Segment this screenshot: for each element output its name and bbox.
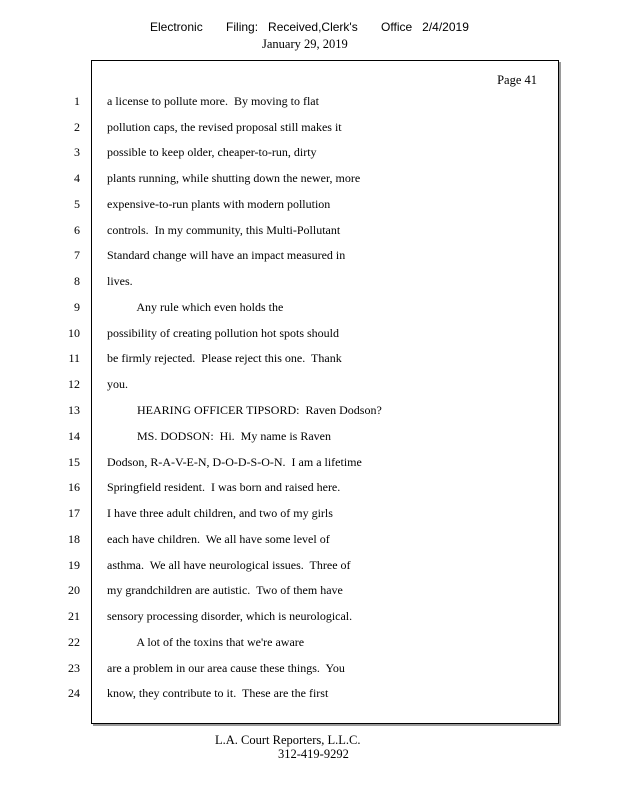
line-number: 6 xyxy=(74,223,80,237)
transcript-line xyxy=(0,556,618,574)
transcript-line xyxy=(0,221,618,239)
line-number: 23 xyxy=(68,661,80,675)
line-number: 17 xyxy=(68,506,80,520)
line-number: 15 xyxy=(68,455,80,469)
line-number: 10 xyxy=(68,326,80,340)
transcript-line xyxy=(0,92,618,110)
transcript-date: January 29, 2019 xyxy=(262,37,348,51)
line-text: lives. xyxy=(107,274,133,288)
line-text: a license to pollute more. By moving to flat xyxy=(107,94,319,108)
line-text: Springfield resident. I was born and raised here. xyxy=(107,480,341,494)
line-text: A lot of the toxins that we're aware xyxy=(107,635,305,649)
line-number: 1 xyxy=(74,94,80,108)
line-number: 5 xyxy=(74,197,80,211)
transcript-line xyxy=(0,453,618,471)
line-text: Standard change will have an impact measured in xyxy=(107,248,346,262)
line-text: are a problem in our area cause these things. You xyxy=(107,661,345,675)
line-text: Any rule which even holds the xyxy=(107,300,284,314)
transcript-line xyxy=(0,504,618,522)
transcript-line xyxy=(0,324,618,342)
transcript-line xyxy=(0,659,618,677)
transcript-line xyxy=(0,118,618,136)
transcript-line xyxy=(0,684,618,702)
line-number: 4 xyxy=(74,171,80,185)
line-text: plants running, while shutting down the newer, more xyxy=(107,171,361,185)
transcript-line xyxy=(0,169,618,187)
line-number: 12 xyxy=(68,377,80,391)
line-number: 13 xyxy=(68,403,80,417)
transcript-line xyxy=(0,401,618,419)
line-number: 16 xyxy=(68,480,80,494)
line-number: 21 xyxy=(68,609,80,623)
transcript-line xyxy=(0,195,618,213)
transcript-line xyxy=(0,427,618,445)
transcript-line xyxy=(0,478,618,496)
line-number: 11 xyxy=(68,351,80,365)
transcript-line xyxy=(0,272,618,290)
line-text: you. xyxy=(107,377,128,391)
court-reporter-phone: 312-419-9292 xyxy=(278,747,349,761)
line-text: asthma. We all have neurological issues. Three of xyxy=(107,558,351,572)
line-text: HEARING OFFICER TIPSORD: Raven Dodson? xyxy=(107,403,382,417)
line-number: 8 xyxy=(74,274,80,288)
line-text: know, they contribute to it. These are the first xyxy=(107,686,329,700)
line-text: expensive-to-run plants with modern pollution xyxy=(107,197,331,211)
line-number: 9 xyxy=(74,300,80,314)
court-reporter-name: L.A. Court Reporters, L.L.C. xyxy=(215,733,361,747)
line-text: MS. DODSON: Hi. My name is Raven xyxy=(107,429,331,443)
line-number: 3 xyxy=(74,145,80,159)
transcript-line xyxy=(0,375,618,393)
transcript-line xyxy=(0,607,618,625)
line-text: possibility of creating pollution hot spots should xyxy=(107,326,339,340)
transcript-line xyxy=(0,581,618,599)
transcript-line xyxy=(0,530,618,548)
page-number: Page 41 xyxy=(497,73,537,87)
line-number: 22 xyxy=(68,635,80,649)
line-number: 14 xyxy=(68,429,80,443)
line-text: Dodson, R-A-V-E-N, D-O-D-S-O-N. I am a lifetime xyxy=(107,455,362,469)
electronic-filing-stamp: Electronic Filing: Received,Clerk's Office 2/4/2019 xyxy=(150,20,469,34)
transcript-line xyxy=(0,349,618,367)
line-number: 24 xyxy=(68,686,80,700)
line-number: 7 xyxy=(74,248,80,262)
transcript-line xyxy=(0,143,618,161)
line-text: be firmly rejected. Please reject this one. Thank xyxy=(107,351,342,365)
line-text: my grandchildren are autistic. Two of them have xyxy=(107,583,343,597)
line-text: sensory processing disorder, which is neurological. xyxy=(107,609,353,623)
line-text: possible to keep older, cheaper-to-run, dirty xyxy=(107,145,317,159)
line-text: I have three adult children, and two of my girls xyxy=(107,506,333,520)
transcript-line xyxy=(0,298,618,316)
transcript-line xyxy=(0,633,618,651)
line-text: each have children. We all have some level of xyxy=(107,532,330,546)
line-number: 18 xyxy=(68,532,80,546)
line-text: controls. In my community, this Multi-Pollutant xyxy=(107,223,341,237)
line-number: 19 xyxy=(68,558,80,572)
transcript-line xyxy=(0,246,618,264)
line-text: pollution caps, the revised proposal still makes it xyxy=(107,120,342,134)
line-number: 2 xyxy=(74,120,80,134)
line-number: 20 xyxy=(68,583,80,597)
